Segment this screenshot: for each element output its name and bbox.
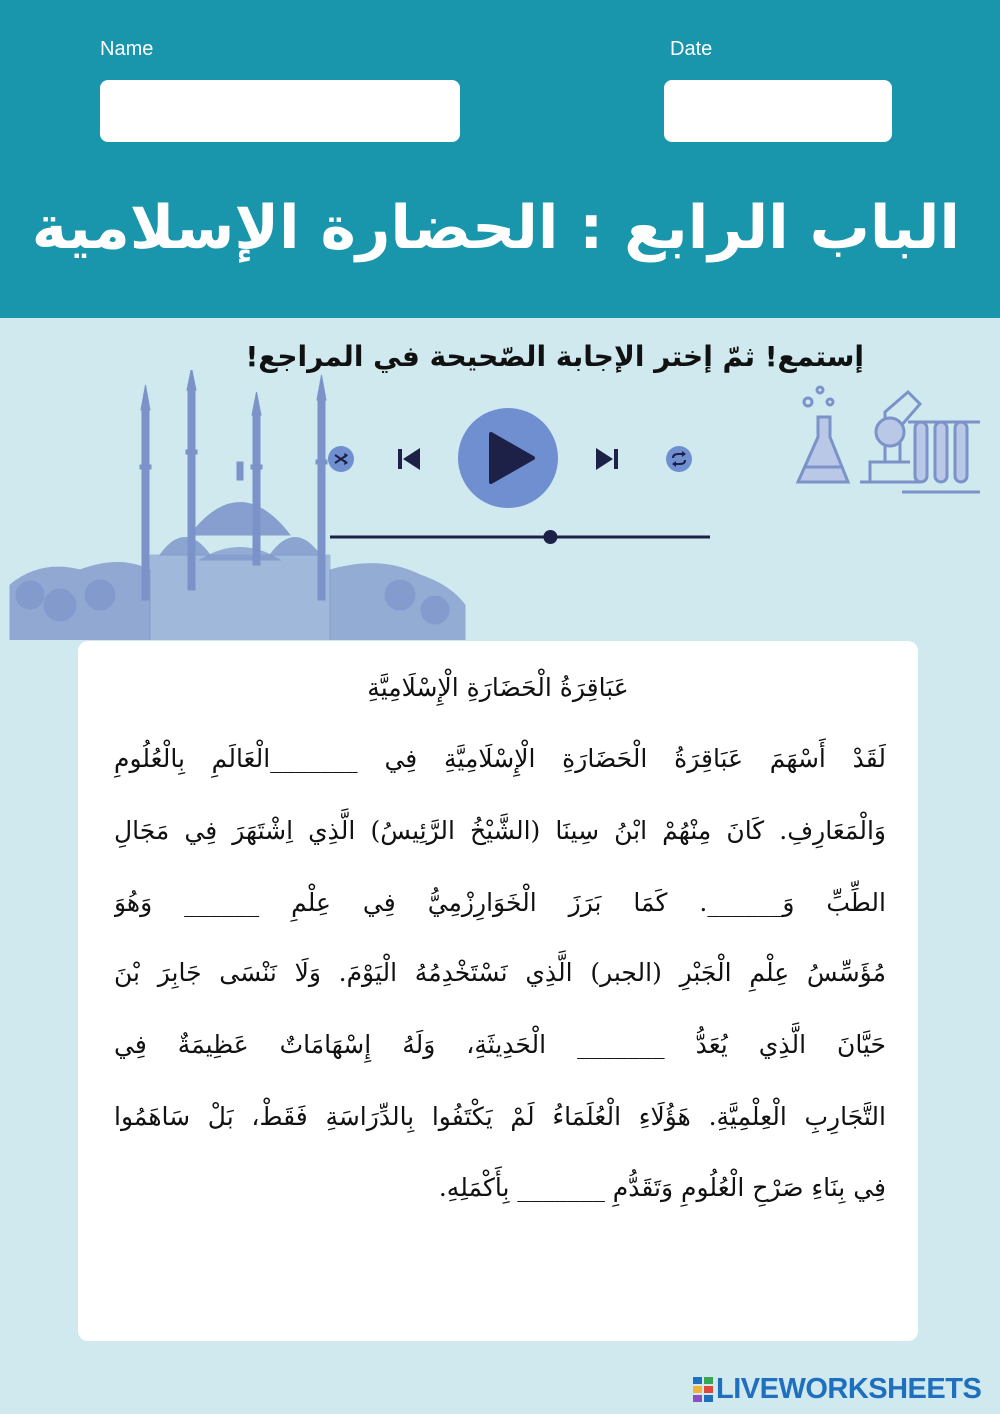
passage-card <box>78 641 918 1341</box>
passage-line: لَقَدْ أَسْهَمَ عَبَاقِرَةُ الْحَضَارَةِ الْإِسْلَامِيَّةِ فِي _______الْعَالَمِ بِالْعُلُومِ <box>114 744 886 773</box>
shuffle-button-icon[interactable] <box>327 445 355 473</box>
passage-line: فِي بِنَاءِ صَرْحِ الْعُلُومِ وَتَقَدُّمِ _______ بِأَكْمَلِهِ. <box>438 1173 886 1202</box>
date-label: Date <box>670 38 713 60</box>
name-label: Name <box>100 38 154 60</box>
passage-line: وَالْمَعَارِفِ. كَانَ مِنْهُمْ ابْنُ سِينَا (الشَّيْخُ الرَّئِيسُ) الَّذِي اِشْتَهَرَ فِي مَجَالِ <box>114 816 886 845</box>
mosque-illustration-icon <box>0 370 470 640</box>
passage-title: عَبَاقِرَةُ الْحَضَارَةِ الْإِسْلَامِيَّةِ <box>367 673 629 702</box>
passage-line: مُؤَسِّسُ عِلْمِ الْجَبْرِ (الجبر) الَّذِي نَسْتَخْدِمُهُ الْيَوْمَ. وَلَا نَنْسَى جَابِرَ بْنَ <box>114 958 886 987</box>
liveworksheets-brand-text: LIVEWORKSHEETS <box>716 1372 982 1405</box>
audio-progress-slider[interactable] <box>330 520 710 554</box>
name-input[interactable] <box>100 80 460 142</box>
play-button-icon[interactable] <box>458 408 558 508</box>
progress-handle[interactable] <box>543 530 557 544</box>
next-track-button-icon[interactable] <box>592 444 622 474</box>
date-input[interactable] <box>664 80 892 142</box>
repeat-button-icon[interactable] <box>665 445 693 473</box>
instruction-text: إستمع! ثمّ إختر الإجابة الصّحيحة في المراجع! <box>245 340 864 373</box>
page-title: الباب الرابع : الحضارة الإسلامية <box>31 193 960 263</box>
liveworksheets-logo <box>692 1372 992 1406</box>
previous-track-button-icon[interactable] <box>394 444 424 474</box>
passage-line: التَّجَارِبِ الْعِلْمِيَّةِ. هَؤُلَاءِ الْعُلَمَاءُ لَمْ يَكْتَفُوا بِالدِّرَاسَةِ فَقَطْ، بَلْ سَاهَمُوا <box>114 1102 886 1131</box>
passage-line: حَيَّانَ الَّذِي يُعَدُّ _______ الْحَدِيثَةِ، وَلَهُ إِسْهَامَاتٌ عَظِيمَةٌ فِي <box>114 1030 886 1059</box>
lab-equipment-icon <box>790 372 985 497</box>
liveworksheets-logo-icon <box>692 1375 714 1403</box>
passage-line: الطِّبِّ وَ______. كَمَا بَرَزَ الْخَوَارِزْمِيُّ فِي عِلْمِ ______ وَهُوَ <box>114 888 886 917</box>
header-banner <box>0 0 1000 318</box>
